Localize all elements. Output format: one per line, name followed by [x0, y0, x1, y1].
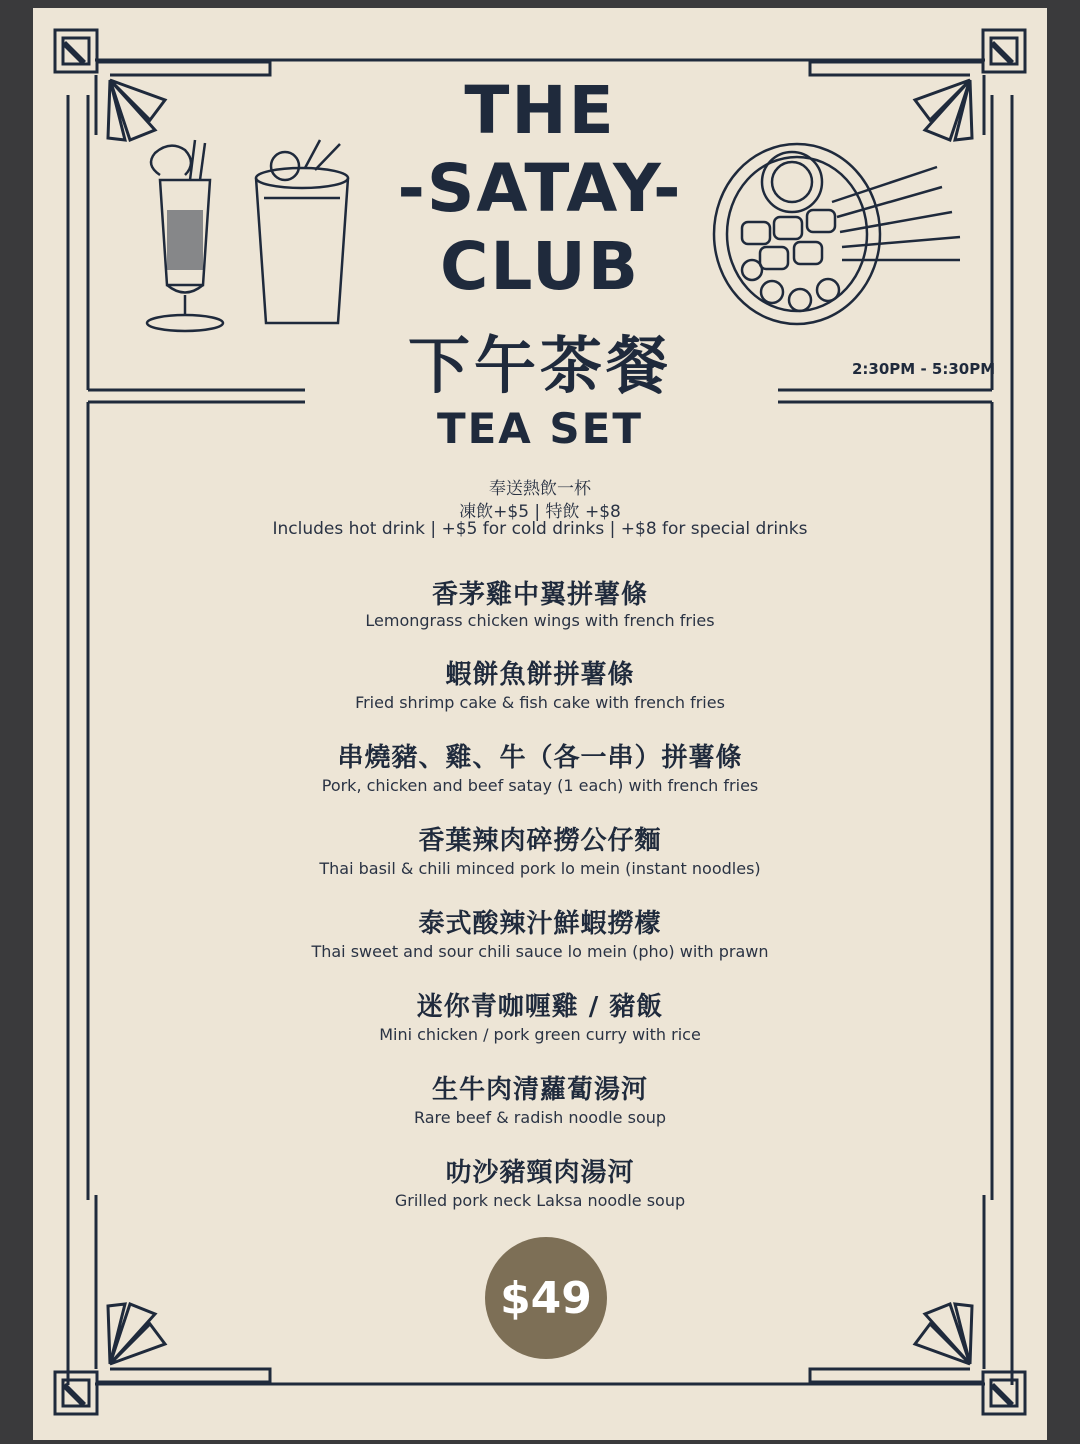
- menu-item-zh: 蝦餅魚餅拼薯條: [445, 660, 635, 690]
- menu-item-zh: 香葉辣肉碎撈公仔麵: [418, 826, 662, 856]
- price-badge: $49: [485, 1237, 607, 1359]
- title-line-3: CLUB: [439, 228, 641, 305]
- menu-item-en: Pork, chicken and beef satay (1 each) with french fries: [321, 776, 759, 795]
- menu-item-en: Lemongrass chicken wings with french fries: [365, 611, 715, 630]
- menu-item-zh: 香茅雞中翼拼薯條: [431, 580, 648, 610]
- title-line-1: THE: [464, 72, 616, 149]
- menu-item-zh: 迷你青咖喱雞 / 豬飯: [416, 992, 664, 1022]
- hours-text: 2:30PM - 5:30PM: [852, 360, 996, 378]
- title-chinese: 下午茶餐: [407, 329, 672, 402]
- intro-zh-1: 奉送熱飲一杯: [489, 479, 591, 499]
- menu-item-zh: 串燒豬、雞、牛（各一串）拼薯條: [337, 743, 743, 773]
- menu-item-zh: 生牛肉清蘿蔔湯河: [431, 1075, 648, 1105]
- menu-item-zh: 叻沙豬頸肉湯河: [445, 1158, 635, 1188]
- title-line-2: -SATAY-: [397, 150, 683, 227]
- menu-item-en: Thai sweet and sour chili sauce lo mein (pho) with prawn: [311, 942, 769, 961]
- intro-zh-2: 凍飲+$5 | 特飲 +$8: [459, 502, 621, 522]
- menu-item-en: Fried shrimp cake & fish cake with french fries: [355, 693, 725, 712]
- menu-item-zh: 泰式酸辣汁鮮蝦撈檬: [418, 909, 662, 939]
- subtitle: TEA SET: [436, 404, 644, 453]
- menu-item-en: Grilled pork neck Laksa noodle soup: [394, 1191, 686, 1210]
- menu-item-en: Mini chicken / pork green curry with rice: [379, 1025, 701, 1044]
- menu-item-en: Thai basil & chili minced pork lo mein (instant noodles): [319, 859, 761, 878]
- menu-item-en: Rare beef & radish noodle soup: [413, 1108, 667, 1127]
- intro-en: Includes hot drink | +$5 for cold drinks | +$8 for special drinks: [272, 519, 808, 539]
